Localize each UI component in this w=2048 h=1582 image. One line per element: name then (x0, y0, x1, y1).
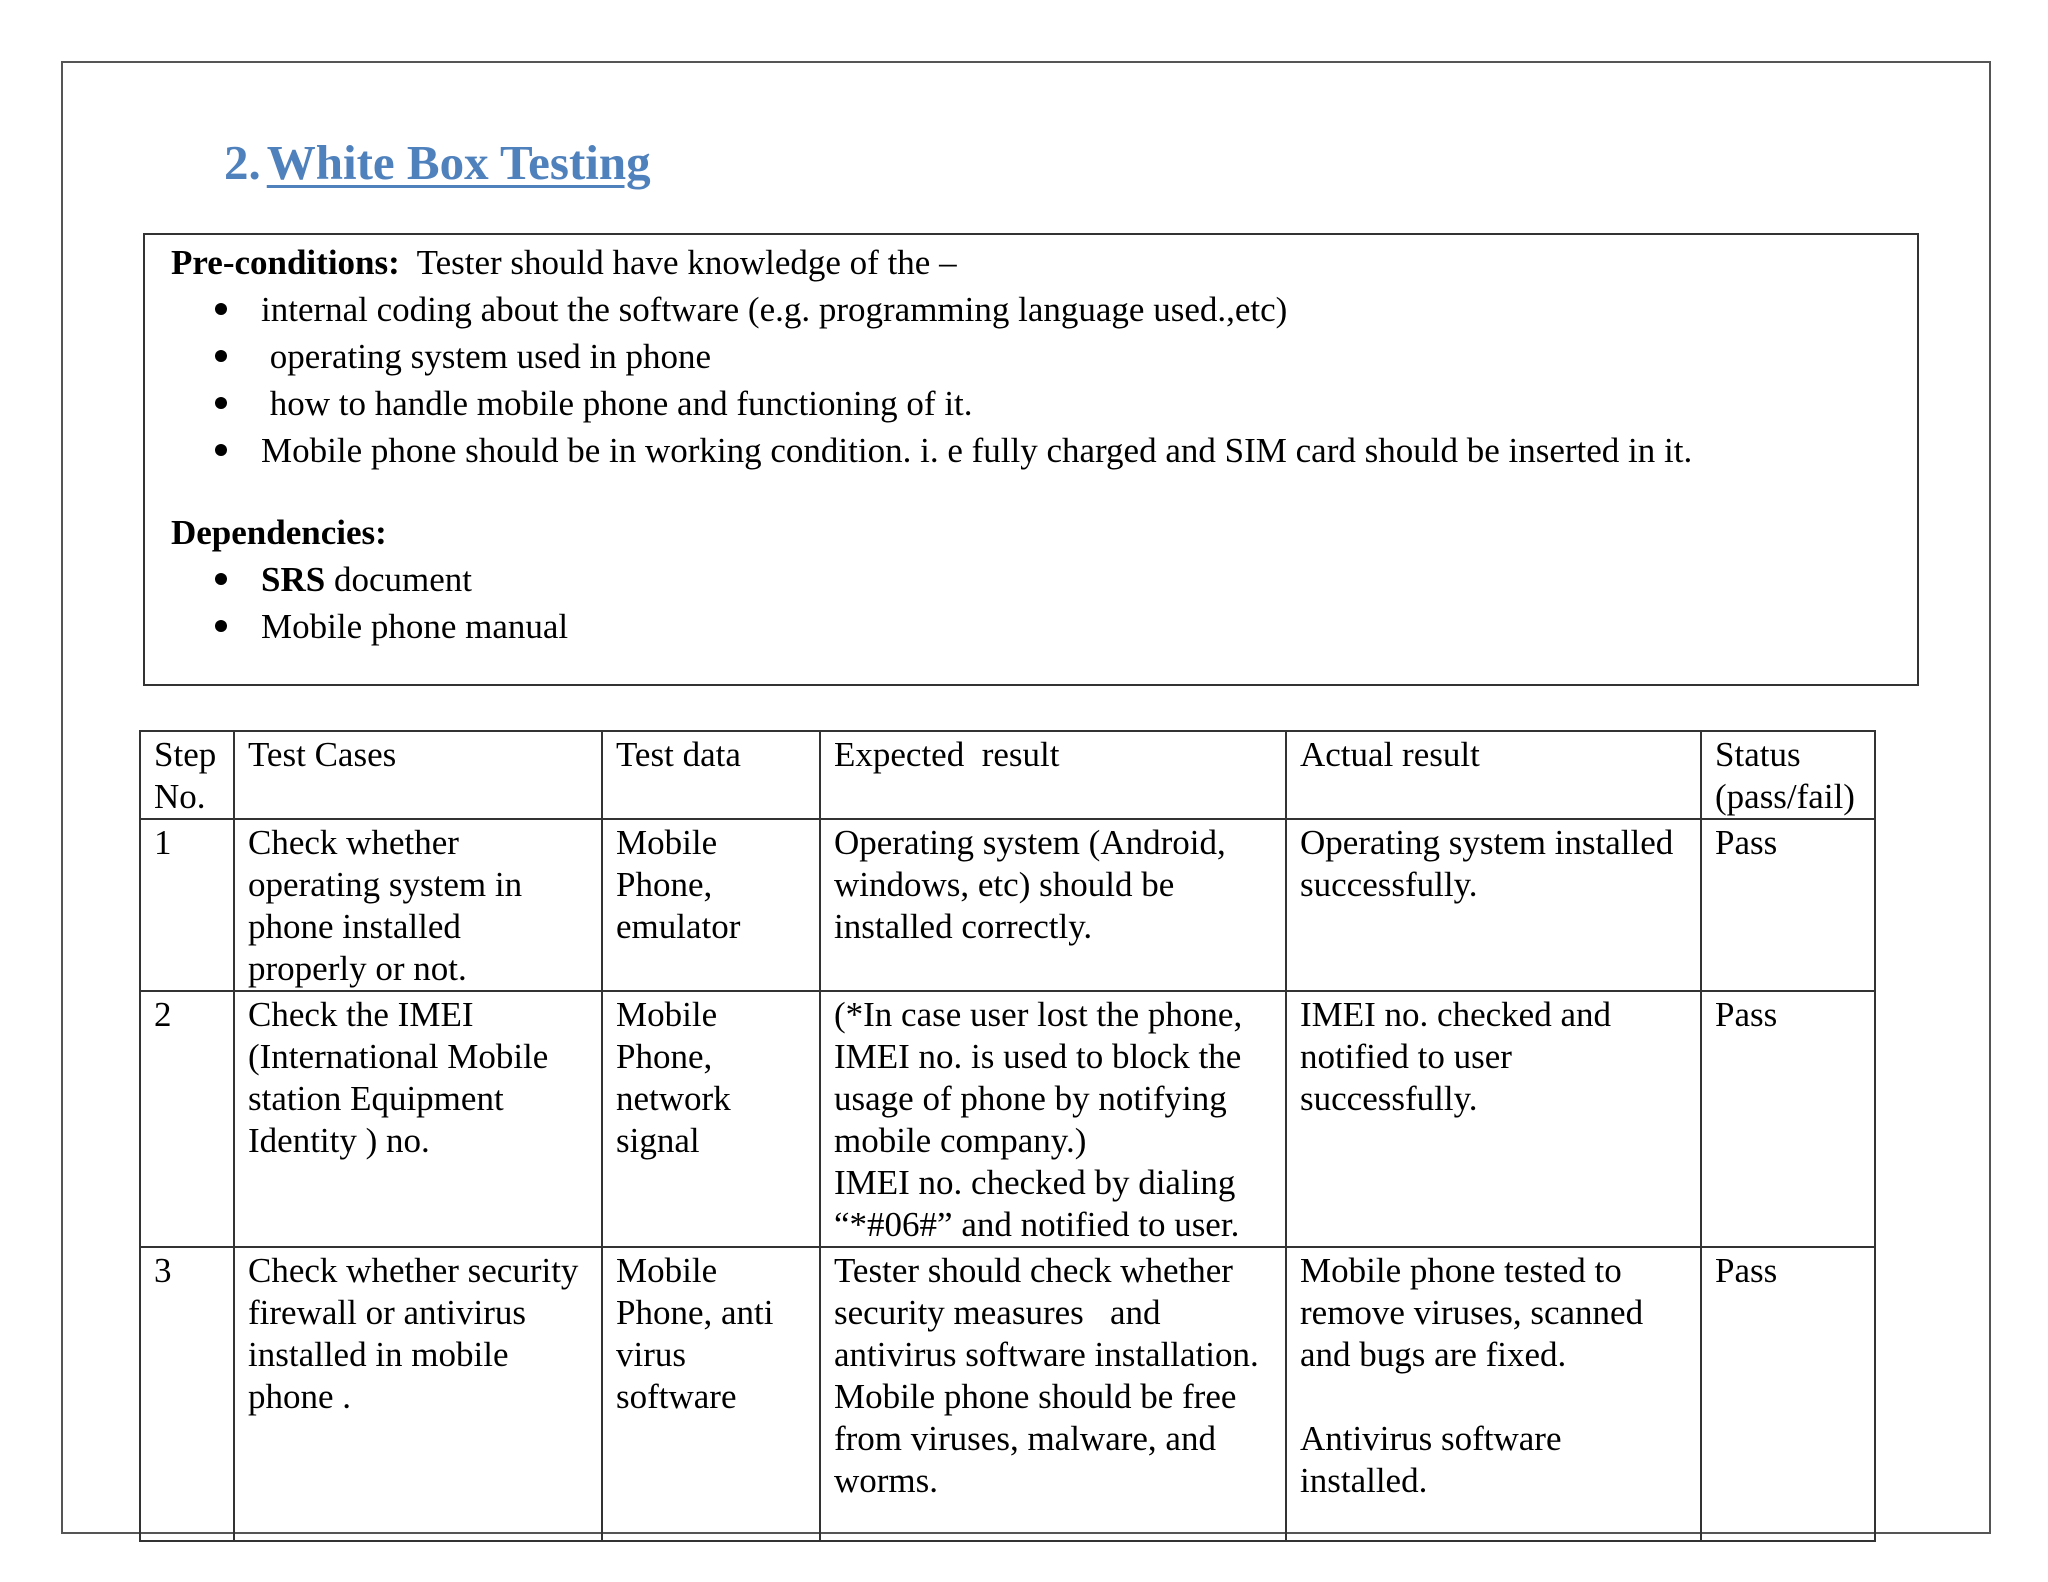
preconditions-label: Pre-conditions: (171, 243, 400, 282)
cell-test-data: Mobile Phone, network signal (602, 991, 820, 1247)
column-header-actual-result: Actual result (1286, 731, 1701, 819)
cell-step: 2 (140, 991, 234, 1247)
column-header-step: Step No. (140, 731, 234, 819)
preconditions-box (143, 233, 1919, 686)
table-header-row (140, 731, 1875, 819)
cell-expected-result: Tester should check whether security measures and antivirus software installation. Mobile phone should be free from viruses, malware, and worms. (820, 1247, 1286, 1541)
cell-step: 1 (140, 819, 234, 991)
list-item (215, 286, 1692, 333)
list-item-bold: SRS (261, 560, 326, 599)
dependencies-list (215, 556, 568, 650)
column-header-test-cases: Test Cases (234, 731, 602, 819)
dependencies-line (171, 509, 387, 556)
list-item (215, 556, 568, 603)
test-case-table (139, 730, 1876, 1542)
cell-test-data: Mobile Phone, anti virus software (602, 1247, 820, 1541)
cell-actual-result: Mobile phone tested to remove viruses, scanned and bugs are fixed. Antivirus software installed. (1286, 1247, 1701, 1541)
list-item-text: operating system used in phone (261, 337, 712, 376)
column-header-status: Status (pass/fail) (1701, 731, 1875, 819)
list-item-text: Mobile phone should be in working condition. i. e fully charged and SIM card should be inserted in it. (261, 431, 1693, 470)
list-item (215, 603, 568, 650)
cell-test-case: Check the IMEI (International Mobile station Equipment Identity ) no. (234, 991, 602, 1247)
table-row (140, 819, 1875, 991)
list-item-text: internal coding about the software (e.g. programming language used.,etc) (261, 290, 1288, 329)
cell-expected-result: Operating system (Android, windows, etc) should be installed correctly. (820, 819, 1286, 991)
table-row (140, 1247, 1875, 1541)
preconditions-list (215, 286, 1692, 474)
table-row (140, 991, 1875, 1247)
bullet-icon (215, 444, 227, 456)
cell-test-case: Check whether security firewall or antivirus installed in mobile phone . (234, 1247, 602, 1541)
cell-status: Pass (1701, 1247, 1875, 1541)
bullet-icon (215, 397, 227, 409)
dependencies-label: Dependencies: (171, 513, 387, 552)
list-item-text: how to handle mobile phone and functioning of it. (261, 384, 973, 423)
preconditions-intro: Tester should have knowledge of the – (416, 243, 957, 282)
section-heading (224, 134, 651, 191)
cell-expected-result: (*In case user lost the phone, IMEI no. is used to block the usage of phone by notifying mobile company.) IMEI no. checked by dialing “*#06#” and notified to user. (820, 991, 1286, 1247)
list-item-text: document (325, 560, 472, 599)
list-item (215, 380, 1692, 427)
column-header-test-data: Test data (602, 731, 820, 819)
bullet-icon (215, 620, 227, 632)
cell-actual-result: Operating system installed successfully. (1286, 819, 1701, 991)
cell-actual-result: IMEI no. checked and notified to user successfully. (1286, 991, 1701, 1247)
preconditions-line (171, 239, 957, 286)
bullet-icon (215, 350, 227, 362)
cell-status: Pass (1701, 991, 1875, 1247)
cell-test-data: Mobile Phone, emulator (602, 819, 820, 991)
column-header-expected-result: Expected result (820, 731, 1286, 819)
bullet-icon (215, 303, 227, 315)
cell-step: 3 (140, 1247, 234, 1541)
cell-status: Pass (1701, 819, 1875, 991)
bullet-icon (215, 573, 227, 585)
list-item (215, 427, 1692, 474)
list-item (215, 333, 1692, 380)
list-item-text: Mobile phone manual (261, 607, 569, 646)
cell-test-case: Check whether operating system in phone installed properly or not. (234, 819, 602, 991)
section-title: White Box Testing (266, 135, 651, 190)
section-number: 2. (224, 135, 261, 190)
